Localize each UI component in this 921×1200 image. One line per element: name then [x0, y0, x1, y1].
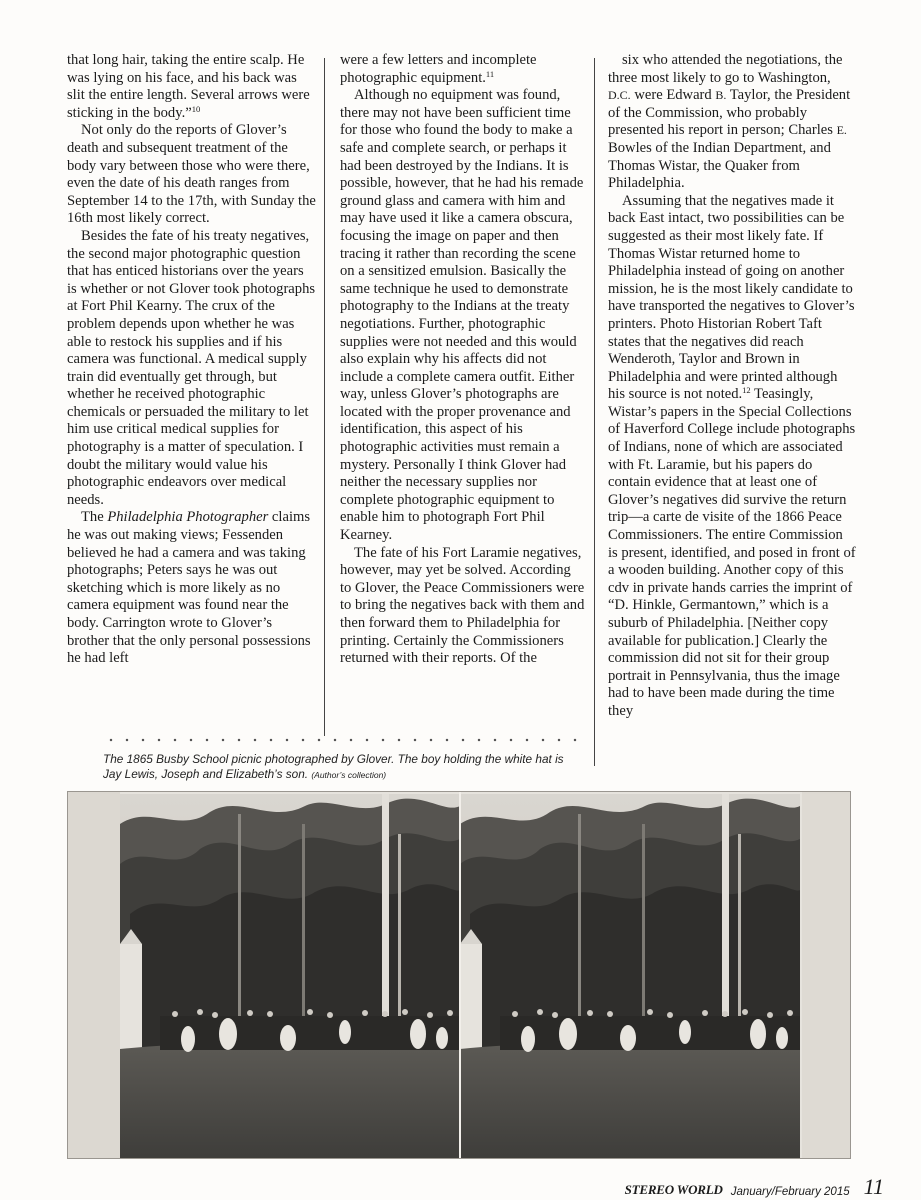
- caption-credit: (Author’s collection): [311, 770, 387, 780]
- photo-caption: [103, 752, 583, 783]
- issue-date: January/February 2015: [730, 1186, 850, 1198]
- footnote-ref: 11: [485, 68, 495, 79]
- article-column-1: [67, 52, 317, 668]
- caption-text: The 1865 Busby School picnic photographed by Glover. The boy holding the white hat is Jay Lewis, Joseph and Elizabeth’s son.: [103, 752, 564, 781]
- stereoview-image: [68, 792, 850, 1158]
- paragraph: Assuming that the negatives made it back East intact, two possibilities can be suggested as their most likely fate. If Thomas Wistar returned home to Philadelphia instead of going on another mission, he is the most likely candidate to have transported the negatives to Glover’s printers. Photo Historian Robert Taft states that the negatives did reach Wenderoth, Taylor and Brown in Philadelphia and were printed although his source is not noted.$^{12}$ Teasingly, Wistar’s papers in the Special Collections of Haverford College include photographs of Indians, none of which are associated with Ft. Laramie, but his papers do contain evidence that at least one of Glover’s negatives did survive the return trip—a carte de visite of the 1866 Peace Commissioners. The entire Commission is present, identified, and posed in front of a wooden building. Another copy of this cdv in private hands carries the imprint of “D. Hinkle, Germantown,” which is a suburb of Philadelphia. [Neither copy available for publication.] Clearly the commission did not sit for their group portrait in Pennsylvania, thus the image had to have been made during the time they: [608, 192, 856, 719]
- caption-dotted-rule: [103, 737, 585, 743]
- paragraph: Besides the fate of his treaty negatives, the second major photographic question that has enticed historians over the years is whether or not Glover took photographs at Fort Phil Kearny. The crux of the problem depends upon whether he was able to restock his supplies and if his camera was functional. A medical supply train did eventually get through, but whether he received photographic chemicals or persuaded the military to let him use critical medical supplies for photography is a matter of speculation. I doubt the military would value his photographic endeavors over medical needs.: [67, 227, 316, 508]
- footnote-ref: 12: [742, 385, 751, 396]
- paragraph: Although no equipment was found, there may not have been sufficient time for those who found the body to make a safe and complete search, or perhaps it had been destroyed by the Indians. It is possible, however, that he had his remade ground glass and camera with him and may have used it like a camera obscura, focusing the image on paper and then tracing it rather than recording the scene on a sensitized emulsion. Basically the same technique he used to demonstrate photography to the Indians at the treaty negotiations. Further, photographic supplies were not needed and this would also explain why his affects did not include a complete camera outfit. Either way, unless Glover’s photographs are located with the proper provenance and identification, this aspect of his photographic activities must remain a mystery. Personally I think Glover had neither the necessary supplies nor complete photographic equipment to enable him to photograph Fort Phil Kearney.: [340, 87, 584, 544]
- footnote-ref: 10: [191, 103, 201, 114]
- page-number: 11: [863, 1174, 884, 1199]
- paragraph: that long hair, taking the entire scalp. He was lying on his face, and his back was slit the entire length. Several arrows were sticking in the body.”$^{10}$: [67, 52, 310, 121]
- publication-title: Philadelphia Photographer: [107, 509, 269, 526]
- page-footer: [625, 1176, 884, 1198]
- paragraph: The Philadelphia Photographer claims he was out making views; Fessenden believed he had a camera and was taking photographs; Peters says he was out sketching which is more likely as no camera equipment was found near the body. Carrington wrote to Glover’s brother that the only personal possessions he had left: [67, 509, 311, 667]
- paragraph: The fate of his Fort Laramie negatives, however, may yet be solved. According to Glover, the Peace Commissioners were to bring the negatives back with them and then forward them to Philadelphia for printing. Certainly the Commissioners returned with their reports. Of the: [340, 544, 585, 667]
- magazine-name: STEREO WORLD: [624, 1182, 723, 1197]
- paragraph: six who attended the negotiations, the three most likely to go to Washington, D.C. were Edward B. Taylor, the President of the Commission, who probably presented his report in person; Charles E. Bowles of the Indian Department, and Thomas Wistar, the Quaker from Philadelphia.: [608, 52, 851, 192]
- article-column-2: [340, 52, 585, 668]
- column-divider: [594, 58, 595, 766]
- article-column-3: [608, 52, 856, 721]
- paragraph: were a few letters and incomplete photographic equipment.$^{11}$: [340, 52, 537, 86]
- column-divider: [324, 58, 325, 736]
- paragraph: Not only do the reports of Glover’s death and subsequent treatment of the body vary between those who were there, even the date of his death ranges from September 14 to the 17th, with Sunday the 16th most likely correct.: [67, 122, 316, 227]
- stereoview-photograph: [67, 791, 851, 1159]
